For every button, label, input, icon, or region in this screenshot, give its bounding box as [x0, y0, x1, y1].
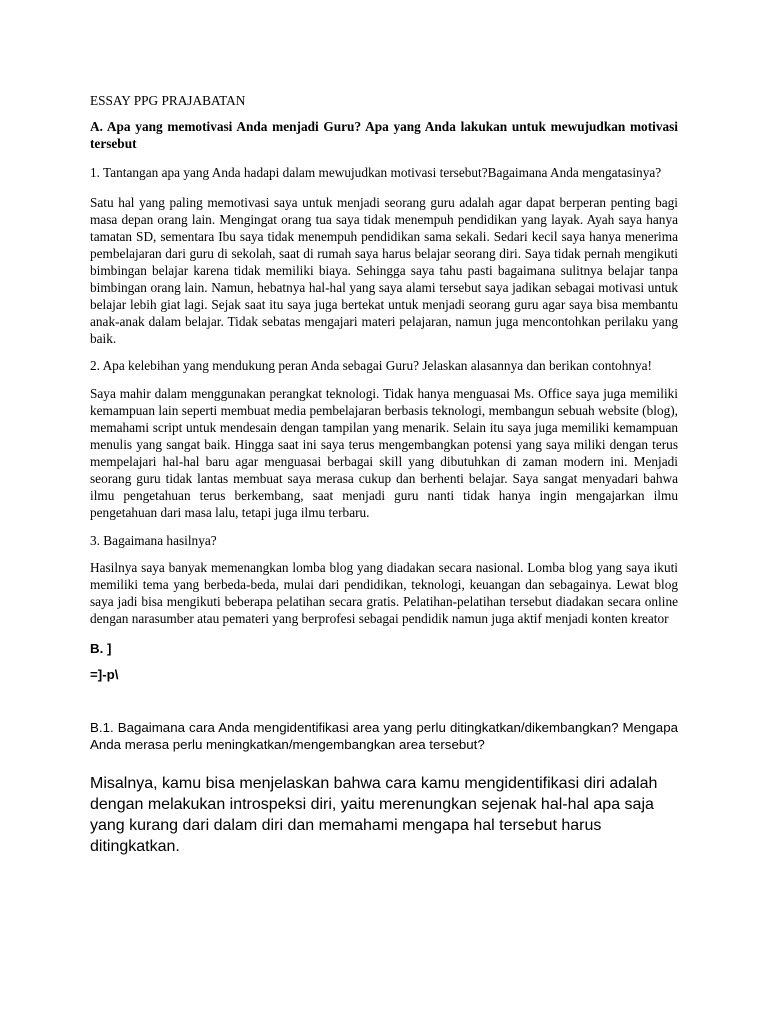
question-1: 1. Tantangan apa yang Anda hadapi dalam mewujudkan motivasi tersebut?Bagaimana Anda mengatasinya? [90, 165, 662, 180]
answer-2: Saya mahir dalam menggunakan perangkat teknologi. Tidak hanya menguasai Ms. Office saya juga memiliki kemampuan lain seperti membuat media pembelajaran berbasis teknologi, membangun sebuah website (blog), memahami script untuk mendesain dengan tampilan yang menarik. Selain itu saya juga memiliki kemampuan menulis yang sangat baik. Hingga saat ini saya terus mengembangkan potensi yang saya miliki dengan terus mempelajari hal-hal baru agar menguasai berbagai skill yang dibutuhkan di zaman modern ini. Menjadi seorang guru tidak lantas membuat saya merasa cukup dan berhenti belajar. Saya sangat menyadari bahwa ilmu pengetahuan terus berkembang, saat menjadi guru nanti tidak hanya ingin mengajarkan ilmu pengetahuan dari masa lalu, tetapi juga ilmu terbaru. [90, 386, 678, 520]
document-page [90, 92, 678, 857]
section-b-subline: =]-p\ [90, 667, 119, 682]
answer-1: Satu hal yang paling memotivasi saya untuk menjadi seorang guru adalah agar dapat berperan penting bagi masa depan orang lain. Mengingat orang tua saya tidak menempuh pendidikan yang layak. Ayah saya hanya tamatan SD, sementara Ibu saya tidak menempuh pendidikan sama sekali. Sedari kecil saya hanya menerima pembelajaran dari guru di sekolah, saat di rumah saya harus belajar seorang diri. Saya tidak pernah mengikuti bimbingan belajar karena tidak memiliki biaya. Sehingga saya tahu pasti bagaimana sulitnya belajar tanpa bimbingan orang lain. Namun, hebatnya hal-hal yang saya alami tersebut saya jadikan sebagai motivasi untuk belajar lebih giat lagi. Sejak saat itu saya juga bertekat untuk menjadi seorang guru agar saya bisa membantu anak-anak dalam belajar. Tidak sebatas mengajari materi pelajaran, namun juga mencontohkan perilaku yang baik. [90, 195, 678, 346]
question-2: 2. Apa kelebihan yang mendukung peran Anda sebagai Guru? Jelaskan alasannya dan berikan contohnya! [90, 358, 652, 373]
section-a-heading: A. Apa yang memotivasi Anda menjadi Guru? Apa yang Anda lakukan untuk mewujudkan motivasi tersebut [90, 119, 678, 151]
answer-3: Hasilnya saya banyak memenangkan lomba blog yang diadakan secara nasional. Lomba blog yang saya ikuti memiliki tema yang berbeda-beda, mulai dari pendidikan, teknologi, keuangan dan sebagainya. Lewat blog saya jadi bisa mengikuti beberapa pelatihan secara gratis. Pelatihan-pelatihan tersebut diadakan secara online dengan narasumber atau pemateri yang berprofesi sebagai pendidik namun juga aktif menjadi konten kreator [90, 560, 678, 626]
question-3: 3. Bagaimana hasilnya? [90, 533, 217, 548]
answer-b1: Misalnya, kamu bisa menjelaskan bahwa cara kamu mengidentifikasi diri adalah dengan melakukan introspeksi diri, yaitu merenungkan sejenak hal-hal apa saja yang kurang dari dalam diri dan memahami mengapa hal tersebut harus ditingkatkan. [90, 775, 658, 855]
document-title: ESSAY PPG PRAJABATAN [90, 93, 246, 108]
question-b1: B.1. Bagaimana cara Anda mengidentifikasi area yang perlu ditingkatkan/dikembangkan? Mengapa Anda merasa perlu meningkatkan/mengembangkan area tersebut? [90, 720, 678, 752]
section-b-heading: B. ] [90, 641, 112, 656]
